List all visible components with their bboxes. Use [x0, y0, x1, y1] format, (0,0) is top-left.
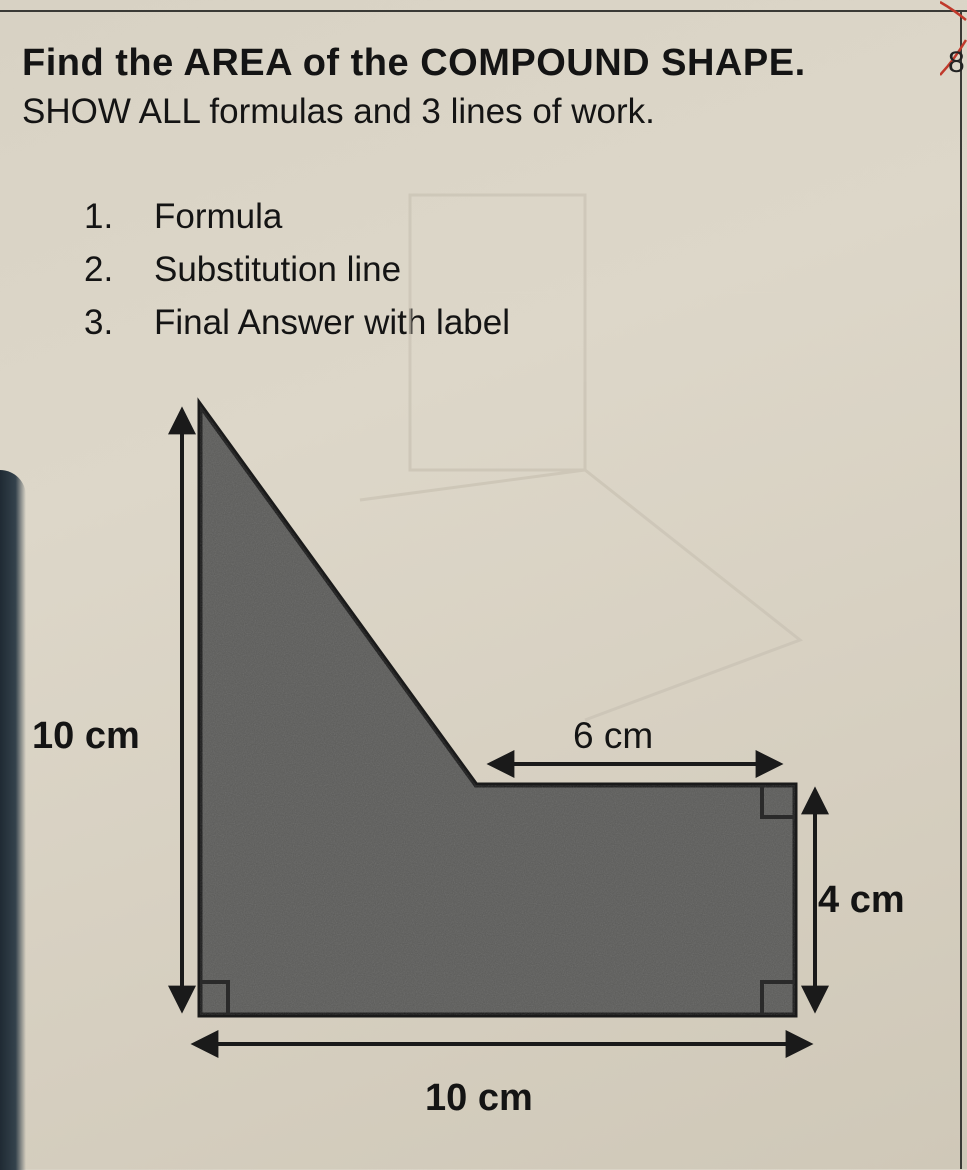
step-number: 1.: [84, 197, 114, 236]
left-height-label: 10 cm: [32, 715, 140, 757]
step-text: Final Answer with label: [154, 303, 510, 342]
corner-mark-text: 8: [948, 46, 965, 79]
worksheet-title: Find the AREA of the COMPOUND SHAPE.: [22, 42, 806, 84]
right-height-label: 4 cm: [818, 879, 905, 921]
compound-shape: [200, 405, 795, 1015]
bottom-width-label: 10 cm: [425, 1077, 533, 1119]
top-width-label: 6 cm: [573, 715, 654, 756]
step-number: 3.: [84, 303, 114, 342]
step-text: Formula: [154, 197, 283, 236]
worksheet-instructions: SHOW ALL formulas and 3 lines of work.: [22, 92, 655, 131]
step-text: Substitution line: [154, 250, 402, 289]
bleed-through-marks: [360, 195, 800, 720]
step-number: 2.: [84, 250, 114, 289]
